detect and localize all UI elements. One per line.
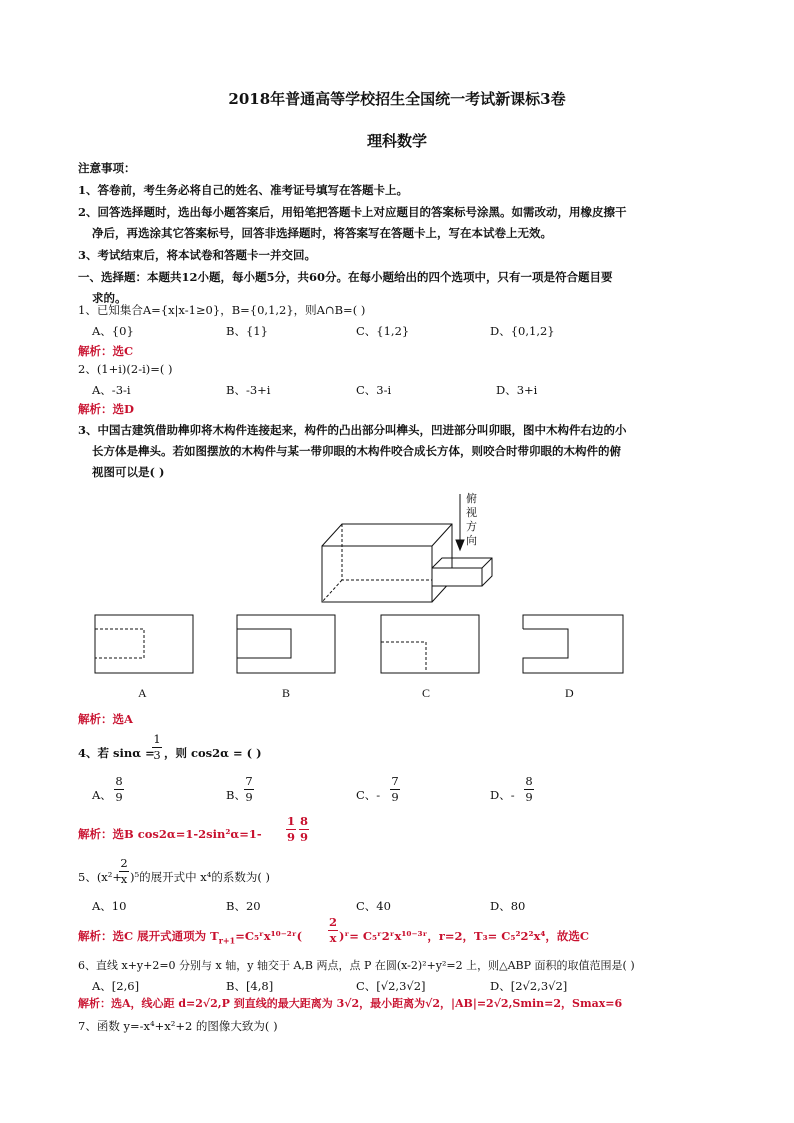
- q4-option-c-fraction: 7 9: [391, 774, 399, 804]
- q3-line1: 3、中国古建筑借助榫卯将木构件连接起来，构件的凸出部分叫榫头，凹进部分叫卯眼，图中木构件右边的小: [78, 423, 627, 437]
- q2-answer: 解析：选D: [78, 402, 134, 416]
- q6-option-c: C、[√2,3√2]: [356, 979, 426, 993]
- q5-stem-post: )⁵的展开式中 x⁴的系数为( ): [130, 870, 270, 884]
- choice-c-figure: [380, 614, 480, 674]
- choice-a-label: A: [138, 686, 147, 700]
- q5-answer-post: )ʳ= C₅ʳ2ʳx¹⁰⁻³ʳ，r=2，T₃= C₅²2²x⁴，故选C: [339, 929, 590, 943]
- q5-option-a: A、10: [92, 899, 127, 913]
- q7-stem: 7、函数 y=-x⁴+x²+2 的图像大致为( ): [78, 1019, 278, 1033]
- q5-answer: 解析：选C 展开式通项为 $T_{r+1}=C_5ʳx^{10-2}ʳ$(: [78, 929, 303, 946]
- q5-option-b: B、20: [226, 899, 261, 913]
- choice-b-figure: [236, 614, 336, 674]
- q4-option-c: C、-: [356, 788, 381, 802]
- q4-option-a: A、: [92, 788, 112, 802]
- q6-option-b: B、[4,8]: [226, 979, 274, 993]
- q4-answer-fraction-1: 1 9: [286, 814, 295, 844]
- section-1-line2: 求的。: [92, 291, 127, 305]
- q1-option-a: A、{0}: [92, 324, 134, 338]
- q1-option-c: C、{1,2}: [356, 324, 410, 338]
- choice-b-label: B: [282, 686, 291, 700]
- q5-option-c: C、40: [356, 899, 391, 913]
- q4-option-b-fraction: 7 9: [245, 774, 253, 804]
- q6-option-a: A、[2,6]: [92, 979, 140, 993]
- q4-stem-post: ，则 cos2α = ( ): [164, 746, 262, 760]
- q4-option-d: D、-: [490, 788, 515, 802]
- q3-answer: 解析：选A: [78, 712, 133, 726]
- q4-option-a-fraction: 8 9: [115, 774, 123, 804]
- q4-answer: 解析：选B cos2α=1-2sin²α=1-: [78, 827, 262, 841]
- q2-stem: 2、(1+i)(2-i)=( ): [78, 362, 173, 376]
- q6-stem: 6、直线 x+y+2=0 分别与 x 轴，y 轴交于 A,B 两点，点 P 在圆(x-2)²+y²=2 上，则△ABP 面积的取值范围是( ): [78, 959, 635, 972]
- q3-line3: 视图可以是( ): [92, 465, 165, 479]
- note-2-line2: 净后，再选涂其它答案标号，回答非选择题时，将答案写在答题卡上，写在本试卷上无效。: [92, 226, 552, 240]
- note-3: 3、考试结束后，将本试卷和答题卡一并交回。: [78, 248, 316, 262]
- q6-answer: 解析：选A，线心距 d=2√2,P 到直线的最大距离为 3√2，最小距离为√2，|AB|=2√2,Smin=2，Smax=6: [78, 997, 623, 1010]
- choice-d-label: D: [565, 686, 574, 700]
- q5-stem-pre: 5、(x²+: [78, 870, 123, 884]
- q2-option-d: D、3+i: [496, 383, 538, 397]
- choice-c-label: C: [422, 686, 431, 700]
- choice-a-figure: [94, 614, 194, 674]
- q1-answer: 解析：选C: [78, 344, 134, 358]
- q2-option-a: A、-3-i: [92, 383, 131, 397]
- q1-option-d: D、{0,1,2}: [490, 324, 555, 338]
- q1-option-b: B、{1}: [226, 324, 268, 338]
- q3-line2: 长方体是榫头。若如图摆放的木构件与某一带卯眼的木构件咬合成长方体，则咬合时带卯眼的木构件的俯: [92, 444, 621, 458]
- note-1: 1、答卷前，考生务必将自己的姓名、准考证号填写在答题卡上。: [78, 183, 408, 197]
- q1-stem: 1、已知集合A={x|x-1≥0}，B={0,1,2}，则A∩B=( ): [78, 303, 366, 317]
- q4-sin-fraction: 1 3: [153, 732, 161, 762]
- exam-title: 2018年普通高等学校招生全国统一考试新课标3卷: [228, 90, 566, 108]
- section-1-line1: 一、选择题：本题共12小题，每小题5分，共60分。在每小题给出的四个选项中，只有一项是符合题目要: [78, 270, 613, 284]
- q5-option-d: D、80: [490, 899, 526, 913]
- view-direction-label: 俯 视 方 向: [466, 493, 477, 547]
- q6-option-d: D、[2√2,3√2]: [490, 979, 568, 993]
- q5-answer-fraction: 2 x: [328, 915, 337, 945]
- note-2-line1: 2、回答选择题时，选出每小题答案后，用铅笔把答题卡上对应题目的答案标号涂黑。如需改动，用橡皮擦干: [78, 205, 627, 219]
- q4-stem-pre: 4、若 sinα =: [78, 746, 155, 760]
- exam-subtitle: 理科数学: [366, 132, 427, 150]
- q4-option-b: B、: [226, 788, 246, 802]
- q2-option-b: B、-3+i: [226, 383, 271, 397]
- q5-fraction: 2 x: [120, 856, 128, 886]
- mortise-tenon-figure: [310, 488, 510, 606]
- q2-option-c: C、3-i: [356, 383, 392, 397]
- choice-d-figure: [522, 614, 624, 674]
- notes-heading: 注意事项：: [78, 161, 136, 175]
- q4-option-d-fraction: 8 9: [525, 774, 533, 804]
- q4-answer-fraction-2: 8 9: [299, 814, 308, 844]
